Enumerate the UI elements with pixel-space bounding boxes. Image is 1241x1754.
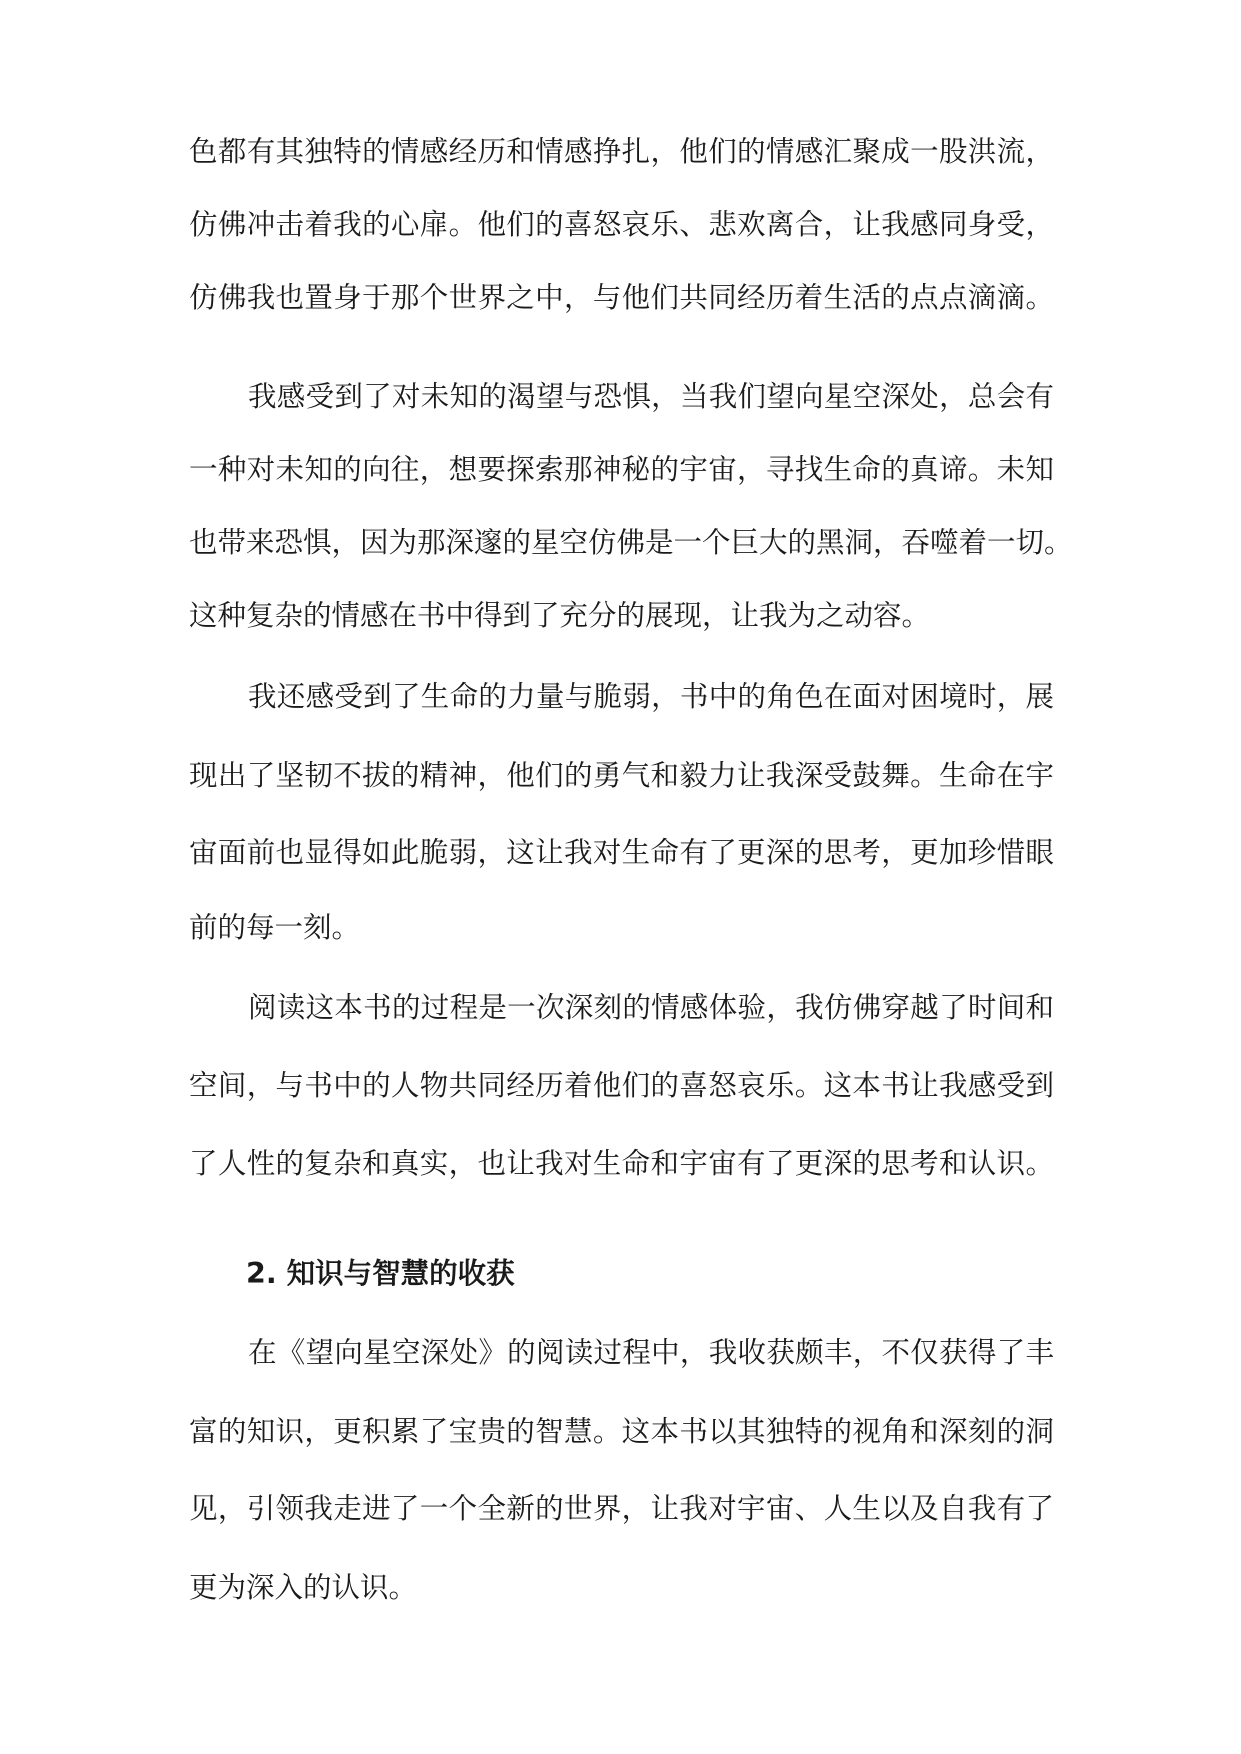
paragraph-2-line-4: 这种复杂的情感在书中得到了充分的展现，让我为之动容。 [189,599,931,632]
section-paragraph-line-4: 更为深入的认识。 [189,1571,418,1604]
paragraph-1-line-1: 色都有其独特的情感经历和情感挣扎，他们的情感汇聚成一股洪流， [189,135,1054,168]
paragraph-1-line-3: 仿佛我也置身于那个世界之中，与他们共同经历着生活的点点滴滴。 [189,281,1054,314]
paragraph-2-line-1: 我感受到了对未知的渴望与恐惧，当我们望向星空深处，总会有 [248,380,1054,413]
section-paragraph-line-1: 在《望向星空深处》的阅读过程中，我收获颇丰，不仅获得了丰 [248,1336,1054,1369]
paragraph-1-line-2: 仿佛冲击着我的心扉。他们的喜怒哀乐、悲欢离合，让我感同身受， [189,208,1054,241]
section-heading: 2. 知识与智慧的收获 [246,1257,515,1290]
paragraph-4-line-1: 阅读这本书的过程是一次深刻的情感体验，我仿佛穿越了时间和 [248,991,1054,1024]
section-paragraph-line-3: 见，引领我走进了一个全新的世界，让我对宇宙、人生以及自我有了 [189,1492,1054,1525]
paragraph-3-line-1: 我还感受到了生命的力量与脆弱，书中的角色在面对困境时，展 [248,680,1054,713]
paragraph-3-line-2: 现出了坚韧不拔的精神，他们的勇气和毅力让我深受鼓舞。生命在宇 [189,759,1054,792]
paragraph-2-line-2: 一种对未知的向往，想要探索那神秘的宇宙，寻找生命的真谛。未知 [189,453,1054,486]
paragraph-4-line-3: 了人性的复杂和真实，也让我对生命和宇宙有了更深的思考和认识。 [189,1147,1054,1180]
paragraph-3-line-4: 前的每一刻。 [189,911,361,944]
section-paragraph-line-2: 富的知识，更积累了宝贵的智慧。这本书以其独特的视角和深刻的洞 [189,1415,1054,1448]
paragraph-4-line-2: 空间，与书中的人物共同经历着他们的喜怒哀乐。这本书让我感受到 [189,1069,1054,1102]
paragraph-3-line-3: 宙面前也显得如此脆弱，这让我对生命有了更深的思考，更加珍惜眼 [189,836,1054,869]
paragraph-2-line-3: 也带来恐惧，因为那深邃的星空仿佛是一个巨大的黑洞，吞噬着一切。 [189,526,1073,559]
